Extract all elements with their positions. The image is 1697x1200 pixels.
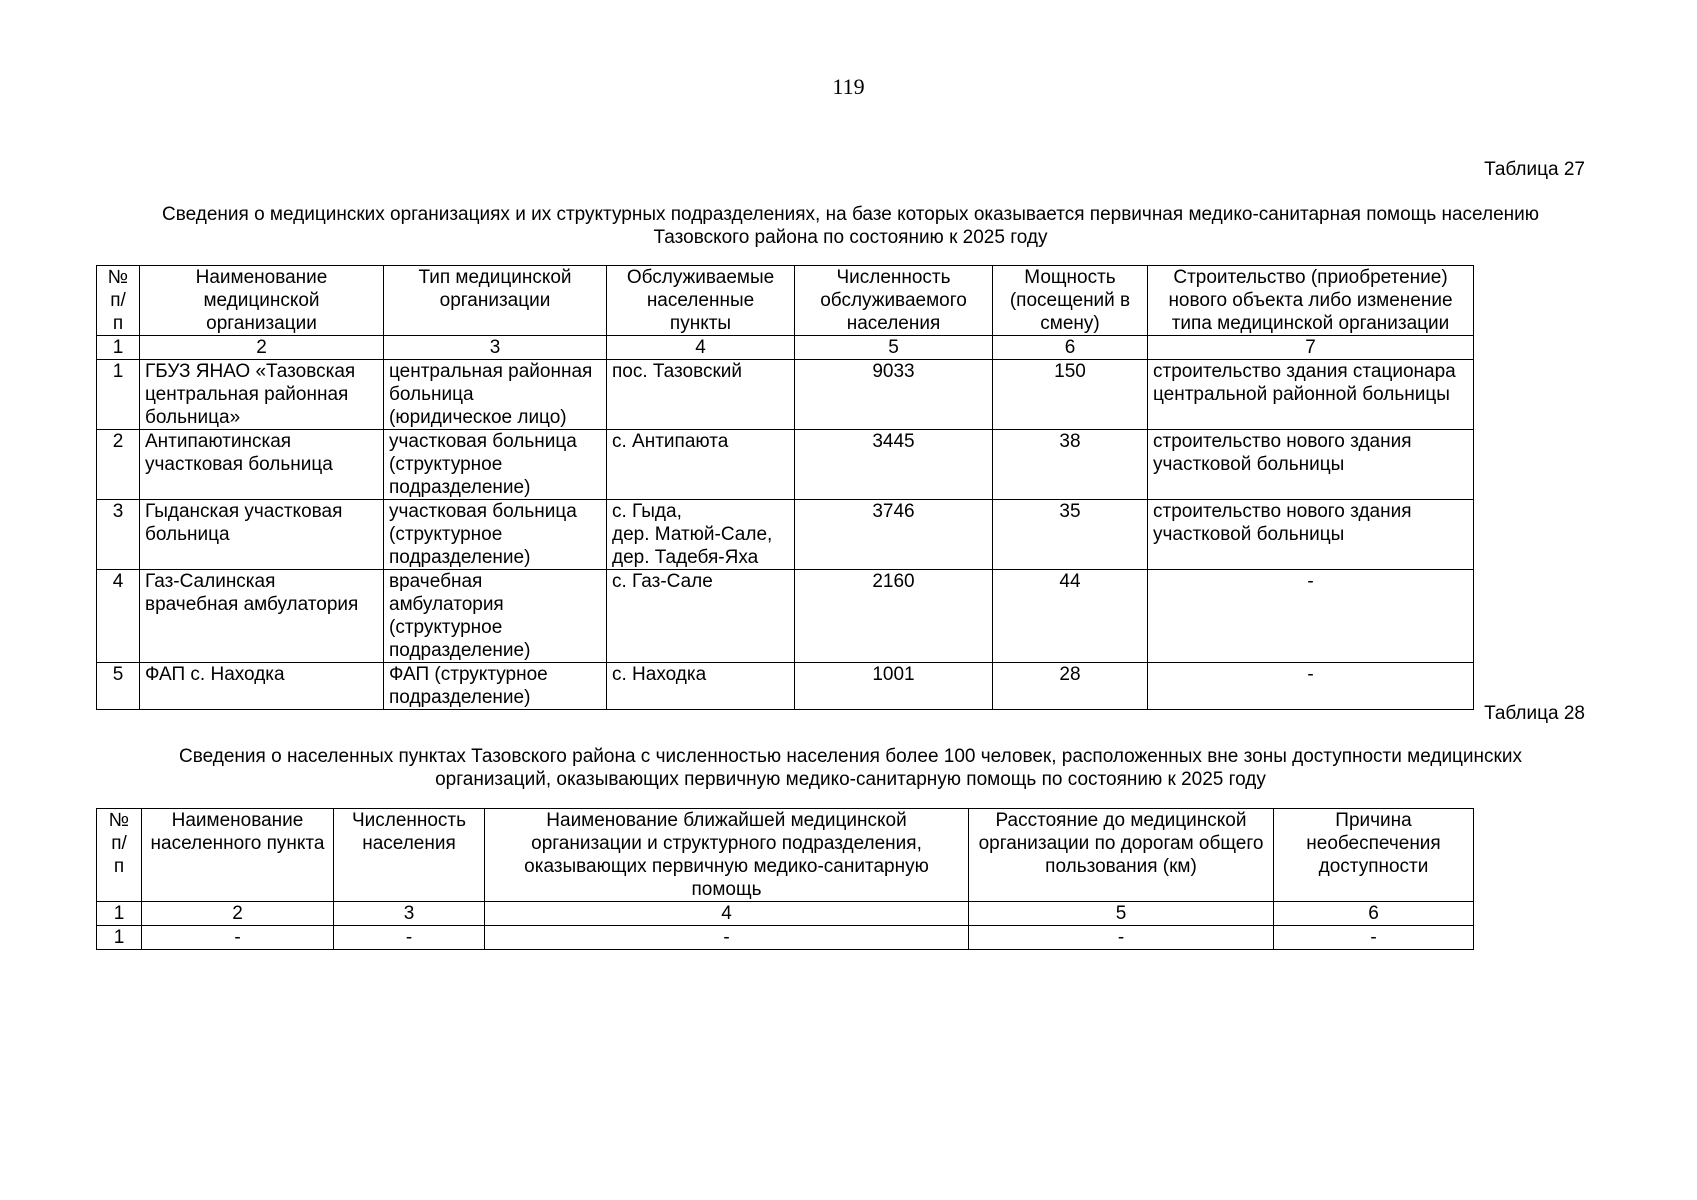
header-capacity: Мощность (посещений в смену) [993, 266, 1148, 336]
header-reason: Причина необеспечения доступности [1274, 809, 1474, 902]
header-settlement-name: Наименование населенного пункта [142, 809, 334, 902]
header-population: Численность населения [334, 809, 485, 902]
col-number: 4 [607, 336, 795, 360]
table27-header-row [97, 266, 1474, 336]
col-number: 4 [485, 902, 969, 926]
caption-line: Тазовского района по состоянию к 2025 году [653, 227, 1048, 248]
header-population: Численность обслуживаемого населения [795, 266, 993, 336]
organization-name: Гыданская участковая больница [140, 500, 384, 570]
population: - [334, 926, 485, 950]
header-nearest-organization: Наименование ближайшей медицинской организации и структурного подразделения, оказывающих первичную медико-санитарную помощь [485, 809, 969, 902]
construction: - [1148, 570, 1474, 663]
population: 2160 [795, 570, 993, 663]
table28-label: Таблица 28 [1484, 703, 1585, 724]
capacity: 35 [993, 500, 1148, 570]
col-number: 6 [1274, 902, 1474, 926]
construction: строительство здания стационара центральной районной больницы [1148, 360, 1474, 430]
table-row [97, 430, 1474, 500]
col-number: 3 [334, 902, 485, 926]
col-number: 6 [993, 336, 1148, 360]
population: 3445 [795, 430, 993, 500]
nearest-organization: - [485, 926, 969, 950]
row-no: 4 [97, 570, 140, 663]
organization-name: Антипаютинская участковая больница [140, 430, 384, 500]
col-number: 2 [140, 336, 384, 360]
header-organization-type: Тип медицинской организации [384, 266, 607, 336]
table-row [97, 360, 1474, 430]
header-organization-name: Наименование медицинской организации [140, 266, 384, 336]
organization-type: ФАП (структурное подразделение) [384, 663, 607, 710]
organization-type: врачебная амбулатория (структурное подразделение) [384, 570, 607, 663]
capacity: 44 [993, 570, 1148, 663]
header-settlements: Обслуживаемые населенные пункты [607, 266, 795, 336]
table27-caption [94, 203, 1607, 249]
header-no: № п/ п [97, 809, 142, 902]
caption-line: Сведения о медицинских организациях и их структурных подразделениях, на базе которых оказывается первичная медико-санитарная помощь населению [162, 204, 1539, 225]
header-distance: Расстояние до медицинской организации по дорогам общего пользования (км) [969, 809, 1274, 902]
table-row [97, 500, 1474, 570]
population: 3746 [795, 500, 993, 570]
organization-type: центральная районная больница (юридическое лицо) [384, 360, 607, 430]
row-no: 1 [97, 926, 142, 950]
construction: - [1148, 663, 1474, 710]
row-no: 3 [97, 500, 140, 570]
col-number: 3 [384, 336, 607, 360]
col-number: 5 [795, 336, 993, 360]
table27-label: Таблица 27 [1484, 159, 1585, 180]
row-no: 2 [97, 430, 140, 500]
population: 9033 [795, 360, 993, 430]
capacity: 38 [993, 430, 1148, 500]
col-number: 1 [97, 336, 140, 360]
organization-type: участковая больница (структурное подразделение) [384, 430, 607, 500]
settlements: с. Антипаюта [607, 430, 795, 500]
reason: - [1274, 926, 1474, 950]
col-number: 7 [1148, 336, 1474, 360]
row-no: 5 [97, 663, 140, 710]
construction: строительство нового здания участковой больницы [1148, 430, 1474, 500]
settlements: пос. Тазовский [607, 360, 795, 430]
table-row [97, 926, 1474, 950]
table28-caption [94, 745, 1607, 791]
table-row [97, 663, 1474, 710]
col-number: 2 [142, 902, 334, 926]
organization-name: Газ-Салинская врачебная амбулатория [140, 570, 384, 663]
capacity: 28 [993, 663, 1148, 710]
distance: - [969, 926, 1274, 950]
organization-name: ФАП с. Находка [140, 663, 384, 710]
table28 [96, 808, 1474, 950]
settlements: с. Гыда, дер. Матюй-Сале, дер. Тадебя-Яха [607, 500, 795, 570]
page-number: 119 [832, 74, 865, 99]
header-no: № п/ п [97, 266, 140, 336]
table27-column-numbers [97, 336, 1474, 360]
construction: строительство нового здания участковой больницы [1148, 500, 1474, 570]
population: 1001 [795, 663, 993, 710]
table27 [96, 265, 1474, 710]
header-construction: Строительство (приобретение) нового объекта либо изменение типа медицинской организации [1148, 266, 1474, 336]
settlements: с. Газ-Сале [607, 570, 795, 663]
capacity: 150 [993, 360, 1148, 430]
organization-type: участковая больница (структурное подразделение) [384, 500, 607, 570]
col-number: 5 [969, 902, 1274, 926]
caption-line: организаций, оказывающих первичную медико-санитарную помощь по состоянию к 2025 году [435, 769, 1266, 790]
organization-name: ГБУЗ ЯНАО «Тазовская центральная районная больница» [140, 360, 384, 430]
settlement: - [142, 926, 334, 950]
settlements: с. Находка [607, 663, 795, 710]
col-number: 1 [97, 902, 142, 926]
table28-column-numbers [97, 902, 1474, 926]
row-no: 1 [97, 360, 140, 430]
caption-line: Сведения о населенных пунктах Тазовского района с численностью населения более 100 человек, расположенных вне зоны доступности медицинских [179, 746, 1522, 767]
table28-header-row [97, 809, 1474, 902]
table-row [97, 570, 1474, 663]
